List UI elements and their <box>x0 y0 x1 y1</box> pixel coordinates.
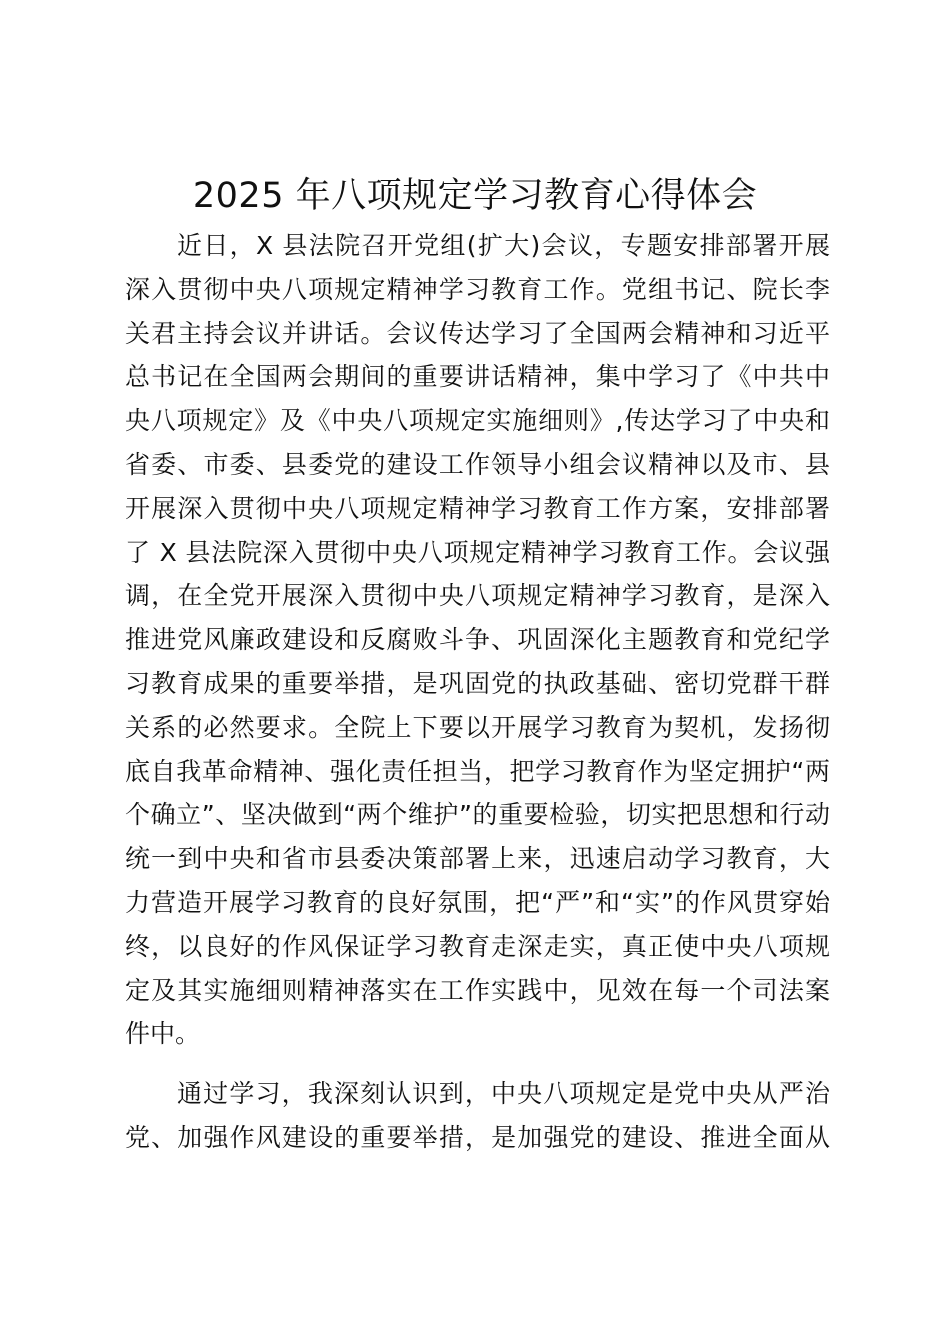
paragraph-line: 开展深入贯彻中央八项规定精神学习教育工作方案，安排部署 <box>125 493 830 523</box>
paragraph-line: 省委、市委、县委党的建设工作领导小组会议精神以及市、县 <box>125 449 830 479</box>
paragraph-line: 近日，X 县法院召开党组(扩大)会议，专题安排部署开展 <box>177 231 830 260</box>
paragraph-line: 调，在全党开展深入贯彻中央八项规定精神学习教育，是深入 <box>125 581 830 611</box>
paragraph-line: 推进党风廉政建设和反腐败斗争、巩固深化主题教育和党纪学 <box>125 625 830 655</box>
paragraph-line: 通过学习，我深刻认识到，中央八项规定是党中央从严治 <box>177 1079 830 1109</box>
paragraph-line: 力营造开展学习教育的良好氛围，把“严”和“实”的作风贯穿始 <box>125 887 830 917</box>
paragraph-line: 深入贯彻中央八项规定精神学习教育工作。党组书记、院长李 <box>125 274 830 304</box>
paragraph-line: 底自我革命精神、强化责任担当，把学习教育作为坚定拥护“两 <box>125 756 830 786</box>
paragraph-line: 关君主持会议并讲话。会议传达学习了全国两会精神和习近平 <box>125 318 830 348</box>
paragraph-line: 央八项规定》及《中央八项规定实施细则》,传达学习了中央和 <box>125 406 830 436</box>
paragraph-line: 统一到中央和省市县委决策部署上来，迅速启动学习教育，大 <box>125 844 830 874</box>
paragraph-line: 定及其实施细则精神落实在工作实践中，见效在每一个司法案 <box>125 975 830 1005</box>
paragraph-line: 件中。 <box>125 1019 201 1049</box>
paragraph-line: 终，以良好的作风保证学习教育走深走实，真正使中央八项规 <box>125 931 830 961</box>
paragraph-line: 习教育成果的重要举措，是巩固党的执政基础、密切党群干群 <box>125 668 830 698</box>
document-body <box>125 224 830 1160</box>
paragraph-1 <box>125 224 830 1056</box>
document-title: 2025 年八项规定学习教育心得体会 <box>192 176 758 216</box>
paragraph-gap <box>125 1056 830 1072</box>
paragraph-line: 党、加强作风建设的重要举措，是加强党的建设、推进全面从 <box>125 1122 830 1152</box>
paragraph-line: 了 X 县法院深入贯彻中央八项规定精神学习教育工作。会议强 <box>125 537 830 567</box>
paragraph-2 <box>125 1072 830 1160</box>
paragraph-line: 个确立”、坚决做到“两个维护”的重要检验，切实把思想和行动 <box>125 800 830 830</box>
paragraph-line: 关系的必然要求。全院上下要以开展学习教育为契机，发扬彻 <box>125 712 830 742</box>
paragraph-line: 总书记在全国两会期间的重要讲话精神，集中学习了《中共中 <box>125 362 830 392</box>
